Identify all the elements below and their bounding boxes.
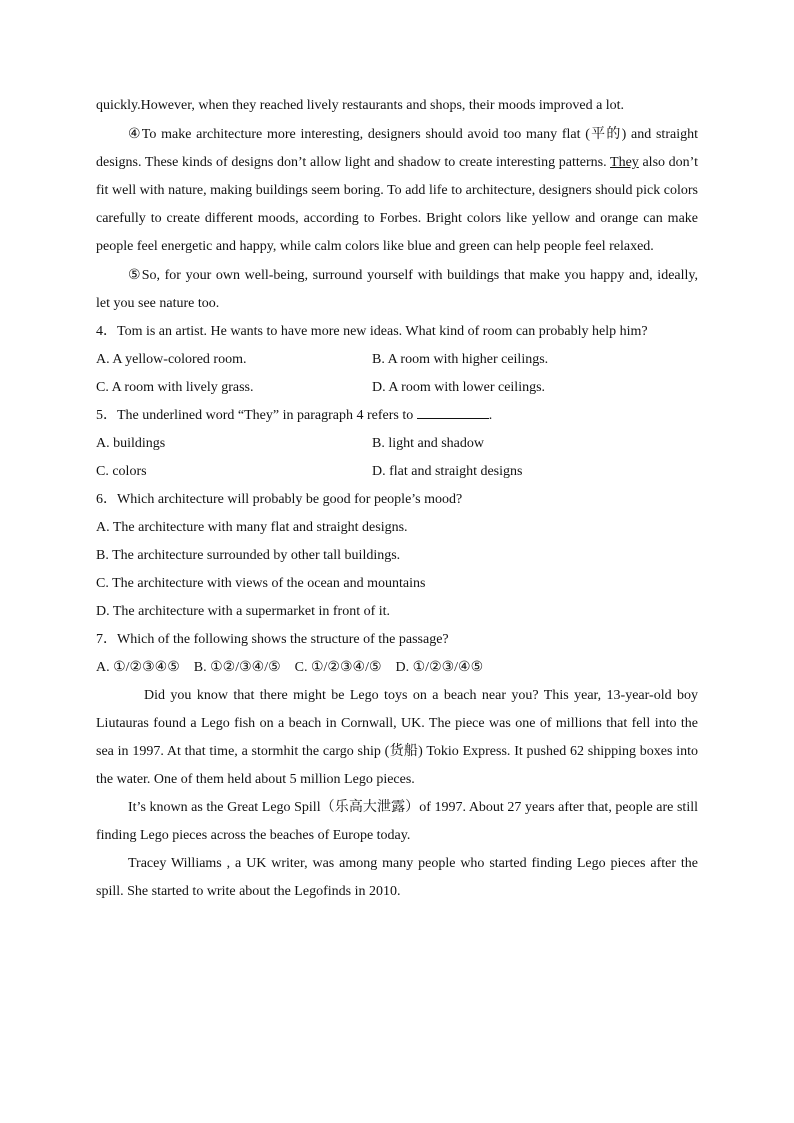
question-7-option-c: C. ①/②③④/⑤ [294, 660, 382, 675]
question-7-option-d: D. ①/②③/④⑤ [395, 660, 484, 675]
question-4-option-c: C. A room with lively grass. [96, 380, 254, 395]
question-4-option-b: B. A room with higher ceilings. [372, 352, 549, 367]
question-4-option-d: D. A room with lower ceilings. [372, 380, 546, 395]
question-4-stem: 4．Tom is an artist. He wants to have more new ideas. What kind of room can probably help him? [96, 324, 648, 339]
paragraph-5-text: So, for your own well-being, surround yourself with buildings that make you happy and, ideally, let you see nature too. [96, 268, 698, 311]
question-7-option-b: B. ①②/③④/⑤ [193, 660, 281, 675]
question-7-option-a: A. ①/②③④⑤ [96, 660, 180, 675]
answer-blank [417, 404, 489, 419]
document-page [96, 92, 698, 906]
question-4-options [96, 346, 698, 402]
question-6-stem: 6．Which architecture will probably be good for people’s mood? [96, 492, 463, 507]
paragraph-3-continued: quickly.However, when they reached lively restaurants and shops, their moods improved a lot. [96, 98, 625, 113]
question-6-option-d: D. The architecture with a supermarket in front of it. [96, 604, 391, 619]
lego-paragraph-1: Did you know that there might be Lego toys on a beach near you? This year, 13-year-old boy Liutauras found a Lego fish on a beach in Cornwall, UK. The piece was one of millions that fell into the sea in 1997. At that time, a stormhit the cargo ship (货船) Tokio Express. It pushed 62 shipping boxes into the water. One of them held about 5 million Lego pieces. [96, 688, 698, 787]
paragraph-5 [96, 261, 698, 318]
lego-paragraph-2: It’s known as the Great Lego Spill（乐高大泄露）of 1997. About 27 years after that, people are still finding Lego pieces across the beaches of Europe today. [96, 800, 698, 843]
question-7-stem: 7．Which of the following shows the structure of the passage? [96, 632, 449, 647]
question-6-option-c: C. The architecture with views of the ocean and mountains [96, 576, 426, 591]
question-7-options [96, 654, 698, 682]
question-5-stem-end: . [488, 408, 493, 423]
question-5-option-b: B. light and shadow [372, 436, 484, 451]
paragraph-number-4: ④ [128, 126, 142, 142]
underlined-word-they: They [610, 155, 639, 170]
lego-paragraph-3: Tracey Williams , a UK writer, was among many people who started finding Lego pieces after the spill. She started to write about the Legofinds in 2010. [96, 856, 698, 899]
paragraph-4 [96, 120, 698, 261]
question-5-stem-text: 5．The underlined word “They” in paragraph 4 refers to [96, 408, 417, 423]
question-6-option-a: A. The architecture with many flat and straight designs. [96, 520, 408, 535]
question-5-option-a: A. buildings [96, 436, 166, 451]
paragraph-4-text-end: also don’t fit well with nature, making buildings seem boring. To add life to architecture, designers should pick colors carefully to create different moods, according to Forbes. Bright colors like yellow and orange can make people feel energetic and happy, while calm colors like blue and green can help people feel relaxed. [96, 155, 698, 254]
question-4-option-a: A. A yellow-colored room. [96, 352, 247, 367]
paragraph-4-text-start: To make architecture more interesting, designers should avoid too many flat (平的) and straight designs. These kinds of designs don’t allow light and shadow to create interesting patterns. [96, 127, 698, 170]
question-5-options [96, 430, 698, 486]
question-5-option-c: C. colors [96, 464, 147, 479]
question-5-stem [96, 402, 698, 430]
question-6-option-b: B. The architecture surrounded by other tall buildings. [96, 548, 401, 563]
paragraph-number-5: ⑤ [128, 267, 142, 283]
question-5-option-d: D. flat and straight designs [372, 464, 523, 479]
